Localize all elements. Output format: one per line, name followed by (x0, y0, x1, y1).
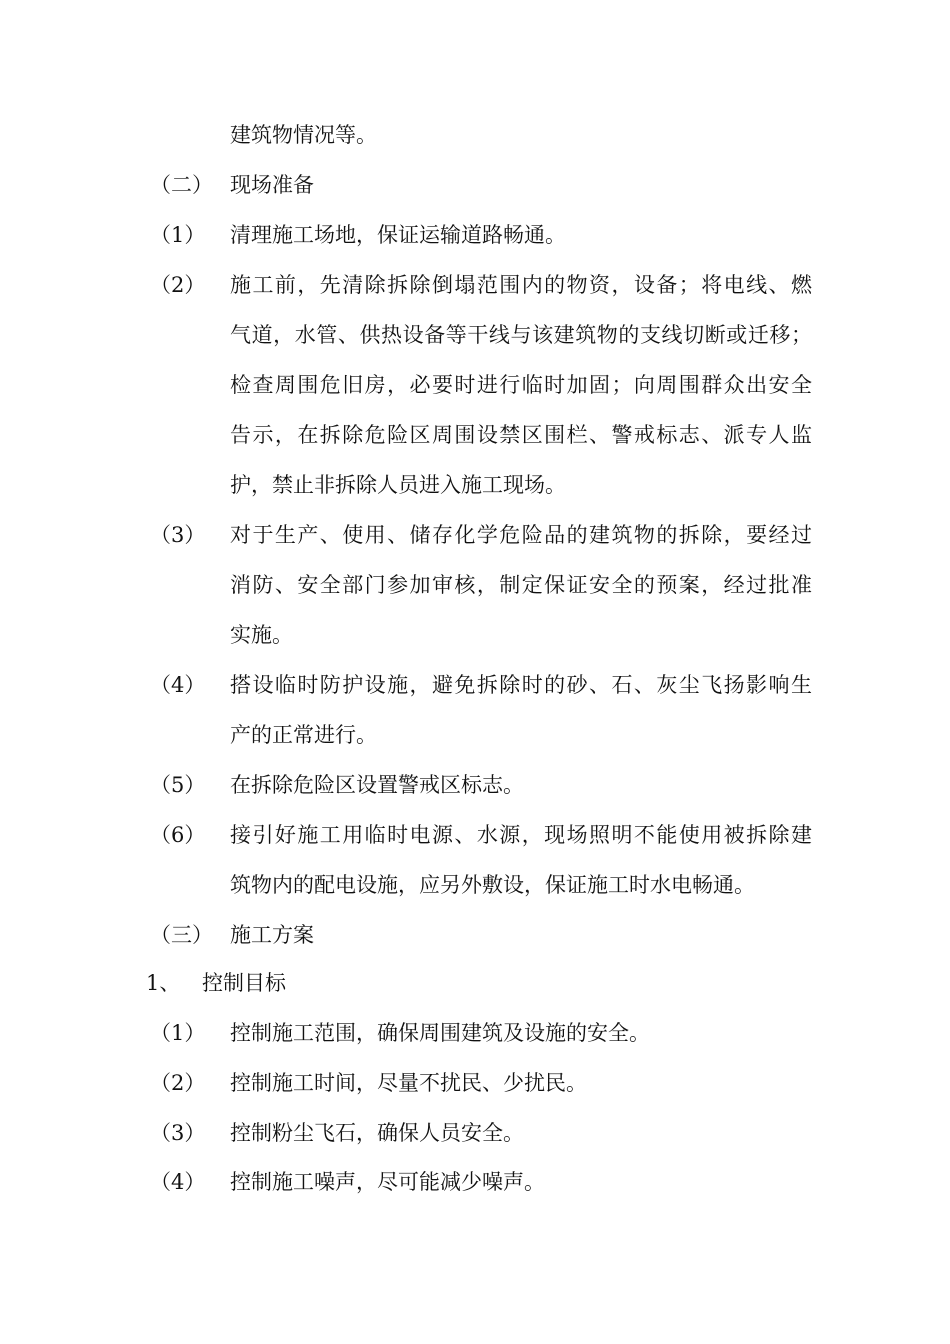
line-text: 搭设临时防护设施，避免拆除时的砂、石、灰尘飞扬影响生 (230, 673, 812, 697)
section-title: 现场准备 (230, 173, 314, 197)
line-text: 产的正常进行。 (230, 723, 377, 747)
line-text: 护，禁止非拆除人员进入施工现场。 (230, 473, 566, 497)
line-text: 筑物内的配电设施，应另外敷设，保证施工时水电畅通。 (230, 873, 755, 897)
line-text: 施工前，先清除拆除倒塌范围内的物资，设备；将电线、燃 (230, 273, 812, 297)
item-number: （3） (150, 523, 206, 547)
line-text: 消防、安全部门参加审核，制定保证安全的预案，经过批准 (230, 573, 812, 597)
item-number: （1） (150, 223, 206, 247)
item-number: （5） (150, 773, 206, 797)
line-text: 气道，水管、供热设备等干线与该建筑物的支线切断或迁移； (230, 323, 812, 347)
line-text: 检查周围危旧房，必要时进行临时加固；向周围群众出安全 (230, 373, 812, 397)
line-text: 清理施工场地，保证运输道路畅通。 (230, 223, 566, 247)
line-text: 控制施工范围，确保周围建筑及设施的安全。 (230, 1021, 650, 1045)
line-text: 控制粉尘飞石，确保人员安全。 (230, 1121, 524, 1145)
item-number: （6） (150, 823, 206, 847)
line-text: 实施。 (230, 623, 293, 647)
line-text: 在拆除危险区设置警戒区标志。 (230, 773, 524, 797)
section-title: 施工方案 (230, 923, 314, 947)
subsection-number: 1、 (146, 971, 181, 995)
line-text: 控制施工噪声，尽可能减少噪声。 (230, 1170, 545, 1194)
section-number: （三） (150, 923, 213, 947)
line-text: 控制施工时间，尽量不扰民、少扰民。 (230, 1071, 587, 1095)
line-text: 建筑物情况等。 (230, 123, 377, 147)
line-text: 告示，在拆除危险区周围设禁区围栏、警戒标志、派专人监 (230, 423, 812, 447)
line-text: 接引好施工用临时电源、水源，现场照明不能使用被拆除建 (230, 823, 812, 847)
item-number: （3） (150, 1121, 206, 1145)
item-number: （1） (150, 1021, 206, 1045)
item-number: （4） (150, 1170, 206, 1194)
line-text: 对于生产、使用、储存化学危险品的建筑物的拆除，要经过 (230, 523, 812, 547)
subsection-title: 控制目标 (202, 971, 286, 995)
item-number: （4） (150, 673, 206, 697)
item-number: （2） (150, 1071, 206, 1095)
item-number: （2） (150, 273, 206, 297)
section-number: （二） (150, 173, 213, 197)
